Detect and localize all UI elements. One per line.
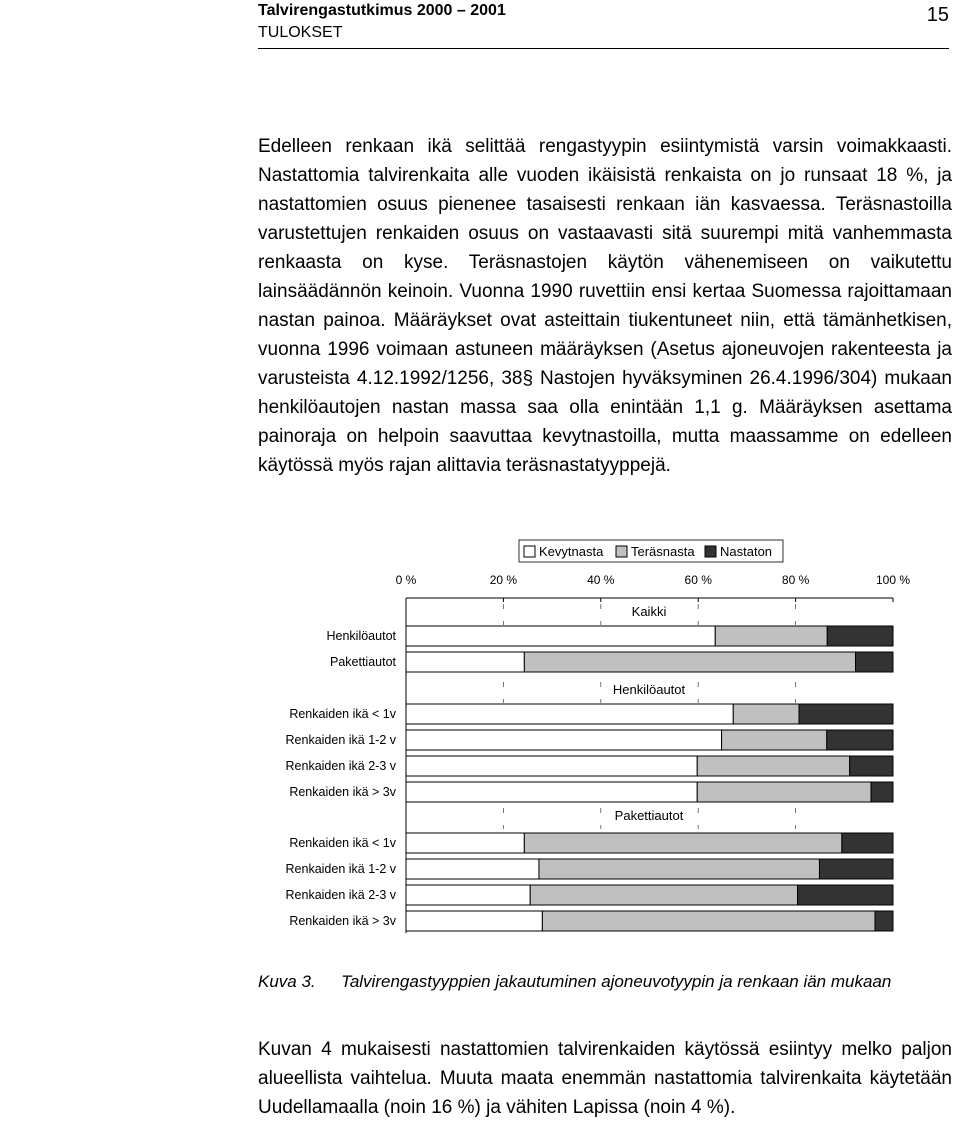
bar-segment bbox=[819, 859, 893, 879]
bar-segment bbox=[798, 885, 893, 905]
legend-swatch bbox=[616, 546, 627, 557]
x-tick-label: 60 % bbox=[684, 573, 712, 587]
body-paragraph-1: Edelleen renkaan ikä selittää rengastyypin esiintymistä varsin voimakkaasti. Nastattomia talvirenkaita alle vuoden ikäisistä renkaista on jo runsaat 18 %, ja nastattomien osuus pienenee tasaisesti renkaan iän kasvaessa. Teräsnastoilla varustettujen renkaiden osuus on vastaavasti sitä suurempi mitä vanhemmasta renkaasta on kyse. Teräsnastojen käytön vähenemiseen on vaikutettu lainsäädännön keinoin. Vuonna 1990 ruvettiin ensi kertaa Suomessa rajoittamaan nastan painoa. Määräykset ovat asteittain tiukentuneet niin, että tämänhetkisen, vuonna 1996 voimaan astuneen määräyksen (Asetus ajoneuvojen rakenteesta ja varusteista 4.12.1992/1256, 38§ Nastojen hyväksyminen 26.4.1996/304) mukaan henkilöautojen nastan massa saa olla enintään 1,1 g. Määräyksen asettama painoraja on helpoin saavuttaa kevytnastoilla, mutta maassamme on edelleen käytössä myös rajan alittavia teräsnastatyyppejä. bbox=[258, 136, 952, 476]
x-tick-label: 20 % bbox=[489, 573, 518, 587]
row-label: Renkaiden ikä > 3v bbox=[289, 914, 396, 928]
legend-label: Nastaton bbox=[720, 544, 773, 559]
caption-label: Kuva 3. bbox=[258, 972, 316, 991]
bar-segment bbox=[875, 911, 893, 931]
group-title: Kaikki bbox=[631, 604, 667, 619]
row-label: Pakettiautot bbox=[329, 655, 396, 669]
bar-segment bbox=[827, 730, 893, 750]
bar-segment bbox=[697, 782, 871, 802]
row-label: Renkaiden ikä < 1v bbox=[289, 707, 396, 721]
x-tick-label: 100 % bbox=[875, 573, 911, 587]
row-label: Renkaiden ikä 2-3 v bbox=[285, 759, 396, 773]
row-label: Renkaiden ikä < 1v bbox=[289, 836, 396, 850]
row-label: Renkaiden ikä 1-2 v bbox=[285, 862, 396, 876]
bar-segment bbox=[406, 911, 542, 931]
row-label: Henkilöautot bbox=[326, 629, 396, 643]
page-number: 15 bbox=[926, 4, 949, 26]
legend-swatch bbox=[524, 546, 535, 557]
bar-segment bbox=[827, 626, 893, 646]
x-tick-label: 40 % bbox=[587, 573, 615, 587]
bar-segment bbox=[871, 782, 893, 802]
row-label: Renkaiden ikä > 3v bbox=[289, 785, 396, 799]
header-section: TULOKSET bbox=[258, 24, 343, 41]
legend-swatch bbox=[705, 546, 716, 557]
bar-segment bbox=[406, 626, 715, 646]
body-paragraph-2: Kuvan 4 mukaisesti nastattomien talvirenkaiden käytössä esiintyy melko paljon alueellista vaihtelua. Muuta maata enemmän nastattomia talvirenkaita käytetään Uudellamaalla (noin 16 %) ja vähiten Lapissa (noin 4 %). bbox=[258, 1039, 952, 1118]
bar-segment bbox=[856, 652, 893, 672]
bar-segment bbox=[715, 626, 827, 646]
row-label: Renkaiden ikä 2-3 v bbox=[285, 888, 396, 902]
figure-caption bbox=[258, 972, 891, 992]
bar-segment bbox=[542, 911, 875, 931]
bar-segment bbox=[406, 833, 524, 853]
bar-segment bbox=[850, 756, 893, 776]
bar-segment bbox=[697, 756, 849, 776]
caption-text: Talvirengastyyppien jakautuminen ajoneuvotyypin ja renkaan iän mukaan bbox=[341, 972, 892, 991]
bar-segment bbox=[406, 730, 722, 750]
group-title: Pakettiautot bbox=[614, 808, 684, 823]
legend-label: Kevytnasta bbox=[539, 544, 604, 559]
legend-label: Teräsnasta bbox=[631, 544, 695, 559]
group-title: Henkilöautot bbox=[612, 682, 686, 697]
bar-segment bbox=[406, 652, 524, 672]
bar-segment bbox=[799, 704, 893, 724]
header-title: Talvirengastutkimus 2000 – 2001 bbox=[258, 2, 506, 19]
bar-segment bbox=[530, 885, 797, 905]
bar-segment bbox=[406, 704, 733, 724]
bar-segment bbox=[524, 652, 855, 672]
bar-segment bbox=[524, 833, 842, 853]
row-label: Renkaiden ikä 1-2 v bbox=[285, 733, 396, 747]
bar-segment bbox=[406, 859, 539, 879]
bar-segment bbox=[406, 782, 697, 802]
x-tick-label: 80 % bbox=[781, 573, 810, 587]
bar-segment bbox=[722, 730, 827, 750]
bar-segment bbox=[406, 885, 530, 905]
bar-segment bbox=[733, 704, 799, 724]
bar-segment bbox=[842, 833, 893, 853]
bar-segment bbox=[406, 756, 697, 776]
x-tick-label: 0 % bbox=[395, 573, 417, 587]
bar-segment bbox=[539, 859, 820, 879]
